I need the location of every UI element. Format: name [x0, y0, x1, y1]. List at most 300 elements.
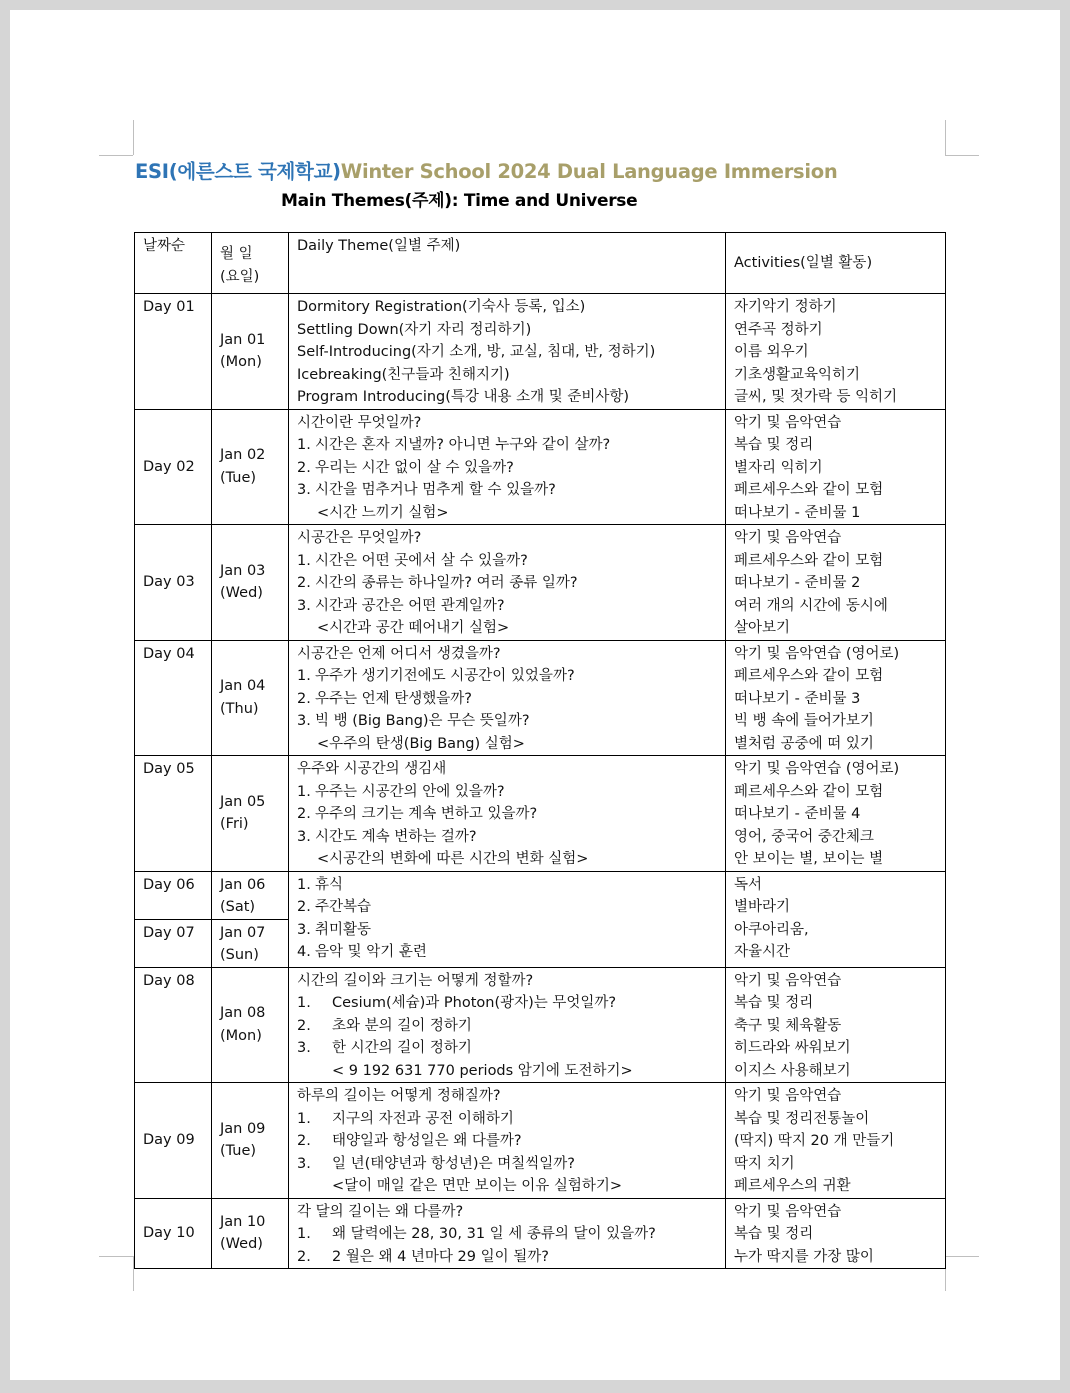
weekday-label [220, 1140, 288, 1163]
theme-item-text: Icebreaking(친구들과 친해지기) [297, 366, 510, 383]
theme-title-text: 시공간은 언제 어디서 생겼을까? [297, 645, 501, 662]
theme-title [297, 643, 725, 666]
activity-item-text: 떠나보기 - 준비물 2 [734, 575, 861, 591]
schedule-row [135, 1198, 946, 1269]
activity-item [734, 758, 945, 781]
activity-item [734, 502, 945, 525]
theme-item [297, 941, 725, 964]
activity-item [734, 1015, 945, 1038]
theme-title-text: 시공간은 무엇일까? [297, 530, 422, 546]
activity-item-text: (딱지) 딱지 20 개 만들기 [734, 1133, 895, 1149]
date-label [220, 874, 288, 897]
activity-item [734, 1085, 945, 1108]
activity-item-text: 축구 및 체육활동 [734, 1017, 842, 1034]
crop-mark-bottom-left [99, 1256, 133, 1257]
date-label [220, 791, 288, 814]
activity-item [734, 874, 945, 897]
day-label [143, 296, 211, 319]
header-day: 날짜순 [135, 233, 212, 294]
program-name: Winter School 2024 Dual Language Immersion [340, 160, 838, 183]
crop-mark-top-right [945, 120, 946, 155]
theme-title [297, 527, 725, 550]
activity-item [734, 665, 945, 688]
day-cell [135, 1083, 212, 1199]
theme-note [297, 617, 725, 640]
activity-item-text: 살아보기 [734, 620, 791, 636]
theme-cell [289, 1083, 726, 1199]
list-number: 2. [297, 806, 311, 822]
activity-item-text: 영어, 중국어 중간체크 [734, 828, 874, 845]
schedule-row [135, 525, 946, 641]
activity-item [734, 688, 945, 711]
date-label [220, 560, 288, 583]
day-label [143, 922, 211, 945]
activity-item [734, 941, 945, 964]
activity-item-text: 자기악기 정하기 [734, 299, 837, 315]
theme-item [297, 710, 725, 733]
theme-item-text: 시간은 어떤 곳에서 살 수 있을까? [315, 552, 528, 569]
day-label [143, 1222, 211, 1245]
theme-item [297, 781, 725, 804]
theme-item-text: 우주는 시공간의 안에 있을까? [315, 783, 505, 800]
day-label [143, 970, 211, 993]
activity-item-text: 독서 [734, 876, 763, 893]
activity-item-text: 별바라기 [734, 899, 791, 915]
activity-item-text: 아쿠아리움, [734, 921, 809, 938]
activity-item [734, 412, 945, 435]
activities-cell [726, 640, 946, 756]
theme-item [297, 386, 725, 409]
activity-item [734, 1153, 945, 1176]
list-number: 1. [297, 783, 311, 800]
theme-title-text: 하루의 길이는 어떻게 정해질까? [297, 1088, 501, 1104]
theme-item-text: 우주가 생기기전에도 시공간이 있었을까? [315, 668, 575, 684]
activity-item-text: 별처럼 공중에 떠 있기 [734, 735, 874, 752]
theme-item [297, 572, 725, 595]
theme-note-text: < 9 192 631 770 periods 암기에 도전하기> [332, 1062, 633, 1079]
activity-item [734, 1246, 945, 1269]
schedule-table [134, 232, 946, 1269]
theme-title [297, 1085, 725, 1108]
theme-item-text: 우리는 시간 없이 살 수 있을까? [315, 459, 514, 476]
activity-item-text: 글씨, 및 젓가락 등 익히기 [734, 389, 898, 405]
theme-item-text: 시간을 멈추거나 멈추게 할 수 있을까? [315, 482, 556, 498]
date-cell [212, 1198, 289, 1269]
activity-item-text: 복습 및 정리 [734, 995, 814, 1011]
activity-item-text: 이지스 사용해보기 [734, 1062, 851, 1079]
theme-item-text: 음악 및 악기 훈련 [315, 944, 427, 960]
day-label [143, 571, 211, 594]
theme-note-text: <달이 매일 같은 면만 보이는 이유 실험하기> [332, 1178, 623, 1194]
day-label-text: Day 01 [143, 299, 195, 315]
activity-item-text: 누가 딱지를 가장 많이 [734, 1248, 874, 1265]
list-number: 3. [297, 1155, 311, 1172]
theme-item-text: 빅 뱅 (Big Bang)은 무슨 뜻일까? [315, 713, 530, 729]
list-number: 2. [297, 1017, 311, 1034]
theme-cell [289, 525, 726, 641]
date-label [220, 444, 288, 467]
theme-title-text: 시간의 길이와 크기는 어떻게 정할까? [297, 972, 534, 989]
day-cell [135, 919, 212, 967]
theme-item [297, 688, 725, 711]
date-label [220, 329, 288, 352]
theme-note [297, 733, 725, 756]
date-label-text: Jan 09 [220, 1120, 266, 1137]
theme-title-text: 각 달의 길이는 왜 다를까? [297, 1203, 464, 1220]
school-name: ESI(에른스트 국제학교) [135, 160, 341, 183]
list-number: 3. [297, 482, 311, 498]
activity-item-text: 악기 및 음악연습 (영어로) [734, 761, 900, 777]
activity-item-text: 악기 및 음악연습 [734, 414, 842, 431]
crop-mark-top-left [119, 120, 134, 155]
activity-item-text: 악기 및 음악연습 [734, 972, 842, 989]
day-cell [135, 640, 212, 756]
theme-note-text: <시간 느끼기 실험> [317, 504, 449, 521]
activity-item-text: 악기 및 음악연습 [734, 530, 842, 546]
activity-item [734, 296, 945, 319]
activity-item-text: 연주곡 정하기 [734, 321, 823, 338]
activity-item-text: 딱지 치기 [734, 1155, 795, 1172]
activity-item-text: 악기 및 음악연습 [734, 1203, 842, 1220]
theme-cell [289, 871, 726, 967]
activity-item [734, 479, 945, 502]
day-label-text: Day 08 [143, 972, 195, 989]
theme-note-text: <시공간의 변화에 따른 시간의 변화 실험> [317, 851, 589, 867]
day-cell [135, 1198, 212, 1269]
theme-item-text: 시간도 계속 변하는 걸까? [315, 828, 477, 845]
weekday-label [220, 1233, 288, 1256]
activity-item-text: 페르세우스와 같이 모험 [734, 783, 884, 800]
theme-item [297, 364, 725, 387]
activity-item-text: 복습 및 정리 [734, 1226, 814, 1242]
day-label-text: Day 02 [143, 458, 195, 475]
theme-note [297, 1060, 725, 1083]
activity-item-text: 페르세우스와 같이 모험 [734, 552, 884, 569]
date-cell [212, 871, 289, 919]
theme-item-text: 한 시간의 길이 정하기 [332, 1040, 472, 1056]
theme-item-text: 일 년(태양년과 항성년)은 며칠씩일까? [332, 1155, 575, 1172]
weekday-label-text: (Wed) [220, 585, 263, 602]
theme-item-text: Self-Introducing(자기 소개, 방, 교실, 침대, 반, 정하기) [297, 344, 656, 360]
activities-cell [726, 756, 946, 872]
list-number: 3. [297, 828, 311, 845]
activity-item [734, 919, 945, 942]
theme-note [297, 848, 725, 871]
activity-item-text: 기초생활교육익히기 [734, 366, 861, 383]
weekday-label [220, 1025, 288, 1048]
theme-title [297, 412, 725, 435]
theme-note-text: <시간과 공간 떼어내기 실험> [317, 620, 510, 636]
theme-title [297, 1201, 725, 1224]
list-number: 3. [297, 1040, 311, 1056]
day-label-text: Day 03 [143, 574, 195, 590]
activity-item [734, 1130, 945, 1153]
theme-cell [289, 409, 726, 525]
theme-cell [289, 640, 726, 756]
day-cell [135, 967, 212, 1083]
date-cell [212, 525, 289, 641]
weekday-label-text: (Sun) [220, 947, 259, 963]
activity-item-text: 안 보이는 별, 보이는 별 [734, 851, 884, 867]
theme-item-text: Cesium(세슘)과 Photon(광자)는 무엇일까? [332, 995, 617, 1011]
theme-item-text: 취미활동 [315, 921, 372, 938]
theme-item [297, 457, 725, 480]
list-number: 2. [297, 899, 311, 915]
schedule-row [135, 871, 946, 919]
document-page [10, 10, 1060, 1380]
crop-mark-top-right-h [945, 155, 979, 156]
list-number: 4. [297, 944, 311, 960]
activities-cell [726, 871, 946, 967]
date-label-text: Jan 10 [220, 1213, 266, 1230]
date-label [220, 675, 288, 698]
date-label-text: Jan 05 [220, 793, 266, 810]
schedule-row [135, 967, 946, 1083]
theme-title [297, 970, 725, 993]
theme-item [297, 874, 725, 897]
header-activities: Activities(일별 활동) [726, 233, 946, 294]
activity-item [734, 733, 945, 756]
day-label-text: Day 05 [143, 761, 195, 777]
activities-cell [726, 1198, 946, 1269]
activity-item [734, 617, 945, 640]
list-number: 2. [297, 1133, 311, 1149]
activity-item [734, 1223, 945, 1246]
weekday-label-text: (Tue) [220, 1143, 257, 1160]
activity-item [734, 550, 945, 573]
weekday-label [220, 944, 288, 967]
activity-item [734, 992, 945, 1015]
theme-item [297, 992, 725, 1015]
list-number: 1. [297, 552, 311, 569]
date-cell [212, 1083, 289, 1199]
date-label-text: Jan 07 [220, 924, 266, 941]
weekday-label-text: (Sat) [220, 899, 256, 915]
date-cell [212, 756, 289, 872]
activity-item [734, 1060, 945, 1083]
weekday-label [220, 467, 288, 490]
list-number: 2. [297, 459, 311, 476]
theme-item [297, 296, 725, 319]
activity-item-text: 복습 및 정리 [734, 437, 814, 453]
activity-item [734, 710, 945, 733]
day-cell [135, 525, 212, 641]
activity-item [734, 781, 945, 804]
day-label-text: Day 04 [143, 645, 195, 662]
schedule-row [135, 409, 946, 525]
activity-item-text: 페르세우스와 같이 모험 [734, 482, 884, 498]
theme-item [297, 1246, 725, 1269]
activity-item-text: 복습 및 정리전통놀이 [734, 1110, 870, 1127]
theme-item-text: 시간과 공간은 어떤 관계일까? [315, 597, 505, 614]
theme-item-text: 초와 분의 길이 정하기 [332, 1017, 472, 1034]
theme-item [297, 319, 725, 342]
day-label-text: Day 07 [143, 924, 195, 941]
crop-mark-top-left-h [99, 155, 133, 156]
day-label-text: Day 10 [143, 1225, 195, 1241]
day-label [143, 643, 211, 666]
activity-item-text: 별자리 익히기 [734, 459, 823, 476]
activity-item-text: 악기 및 음악연습 [734, 1088, 842, 1104]
list-number: 2. [297, 575, 311, 591]
activity-item [734, 1037, 945, 1060]
list-number: 1. [297, 668, 311, 684]
theme-item [297, 341, 725, 364]
date-cell [212, 294, 289, 410]
weekday-label [220, 582, 288, 605]
activities-cell [726, 294, 946, 410]
schedule-row [135, 756, 946, 872]
date-cell [212, 967, 289, 1083]
activity-item [734, 386, 945, 409]
theme-item [297, 434, 725, 457]
theme-item [297, 803, 725, 826]
list-number: 3. [297, 921, 311, 938]
activities-cell [726, 525, 946, 641]
activity-item-text: 떠나보기 - 준비물 4 [734, 806, 861, 822]
activity-item [734, 970, 945, 993]
document-subtitle: Main Themes(주제): Time and Universe [281, 191, 638, 211]
theme-item [297, 1108, 725, 1131]
activity-item [734, 364, 945, 387]
date-cell [212, 919, 289, 967]
day-cell [135, 871, 212, 919]
theme-item-text: 시간은 혼자 지낼까? 아니면 누구와 같이 살까? [315, 437, 611, 453]
date-label-text: Jan 04 [220, 678, 266, 695]
day-label-text: Day 09 [143, 1132, 195, 1148]
activity-item [734, 1175, 945, 1198]
activity-item-text: 떠나보기 - 준비물 1 [734, 504, 861, 521]
date-label-text: Jan 02 [220, 447, 266, 464]
weekday-label [220, 813, 288, 836]
theme-item-text: 우주의 크기는 계속 변하고 있을까? [315, 806, 538, 822]
weekday-label-text: (Mon) [220, 354, 262, 371]
theme-item-text: 태양일과 항성일은 왜 다를까? [332, 1133, 522, 1149]
date-label-text: Jan 01 [220, 331, 266, 348]
theme-item-text: 2 월은 왜 4 년마다 29 일이 될까? [332, 1248, 549, 1265]
activity-item [734, 1201, 945, 1224]
theme-item-text: 휴식 [315, 876, 344, 893]
activity-item [734, 319, 945, 342]
day-label [143, 456, 211, 479]
activity-item-text: 악기 및 음악연습 (영어로) [734, 645, 900, 662]
date-label-text: Jan 03 [220, 562, 266, 579]
crop-mark-bottom-right [945, 1256, 979, 1257]
theme-cell [289, 294, 726, 410]
activity-item-text: 빅 뱅 속에 들어가보기 [734, 713, 874, 729]
activities-cell [726, 409, 946, 525]
theme-note [297, 1175, 725, 1198]
activity-item [734, 434, 945, 457]
schedule-row [135, 1083, 946, 1199]
date-label [220, 1211, 288, 1234]
date-cell [212, 640, 289, 756]
activity-item [734, 457, 945, 480]
weekday-label-text: (Mon) [220, 1027, 262, 1044]
theme-item-text: 우주는 언제 탄생했을까? [315, 690, 472, 707]
theme-item [297, 1130, 725, 1153]
activity-item [734, 341, 945, 364]
date-label [220, 922, 288, 945]
document-title [135, 156, 837, 184]
activity-item [734, 572, 945, 595]
theme-item-text: 주간복습 [315, 899, 372, 915]
activity-item [734, 595, 945, 618]
theme-item [297, 479, 725, 502]
weekday-label [220, 896, 288, 919]
activity-item-text: 여러 개의 시간에 동시에 [734, 597, 888, 614]
theme-cell [289, 967, 726, 1083]
list-number: 1. [297, 995, 311, 1011]
day-label [143, 1129, 211, 1152]
activity-item [734, 896, 945, 919]
activity-item [734, 1108, 945, 1131]
activity-item [734, 803, 945, 826]
list-number: 1. [297, 1110, 311, 1127]
activity-item-text: 자율시간 [734, 944, 791, 960]
weekday-label [220, 351, 288, 374]
activity-item-text: 떠나보기 - 준비물 3 [734, 690, 861, 707]
day-cell [135, 409, 212, 525]
list-number: 3. [297, 713, 311, 729]
theme-note [297, 502, 725, 525]
theme-item [297, 1037, 725, 1060]
header-theme: Daily Theme(일별 주제) [289, 233, 726, 294]
schedule-row [135, 640, 946, 756]
weekday-label [220, 698, 288, 721]
day-label-text: Day 06 [143, 876, 195, 893]
theme-note-text: <우주의 탄생(Big Bang) 실험> [317, 735, 525, 752]
weekday-label-text: (Wed) [220, 1236, 263, 1253]
theme-item [297, 896, 725, 919]
theme-item [297, 665, 725, 688]
activity-item-text: 페르세우스의 귀환 [734, 1178, 851, 1194]
theme-item [297, 550, 725, 573]
header-date: 월 일 (요일) [212, 233, 289, 294]
list-number: 2. [297, 1248, 311, 1265]
weekday-label-text: (Thu) [220, 700, 259, 717]
theme-title [297, 758, 725, 781]
theme-item-text: 왜 달력에는 28, 30, 31 일 세 종류의 달이 있을까? [332, 1226, 656, 1242]
weekday-label-text: (Tue) [220, 469, 257, 486]
activity-item-text: 페르세우스와 같이 모험 [734, 668, 884, 684]
activity-item [734, 643, 945, 666]
theme-item-text: 시간의 종류는 하나일까? 여러 종류 일까? [315, 575, 578, 591]
activity-item [734, 848, 945, 871]
theme-title-text: 시간이란 무엇일까? [297, 414, 422, 431]
list-number: 3. [297, 597, 311, 614]
date-cell [212, 409, 289, 525]
theme-item [297, 919, 725, 942]
date-label-text: Jan 08 [220, 1005, 266, 1022]
theme-item [297, 595, 725, 618]
date-label-text: Jan 06 [220, 876, 266, 893]
theme-item-text: Program Introducing(특강 내용 소개 및 준비사항) [297, 389, 630, 405]
theme-cell [289, 1198, 726, 1269]
list-number: 2. [297, 690, 311, 707]
date-label [220, 1118, 288, 1141]
day-label [143, 874, 211, 897]
activity-item [734, 527, 945, 550]
theme-cell [289, 756, 726, 872]
theme-title-text: 우주와 시공간의 생김새 [297, 761, 447, 777]
list-number: 1. [297, 876, 311, 893]
day-cell [135, 294, 212, 410]
list-number: 1. [297, 1226, 311, 1242]
activities-cell [726, 1083, 946, 1199]
theme-item-text: Settling Down(자기 자리 정리하기) [297, 321, 532, 338]
schedule-row [135, 294, 946, 410]
